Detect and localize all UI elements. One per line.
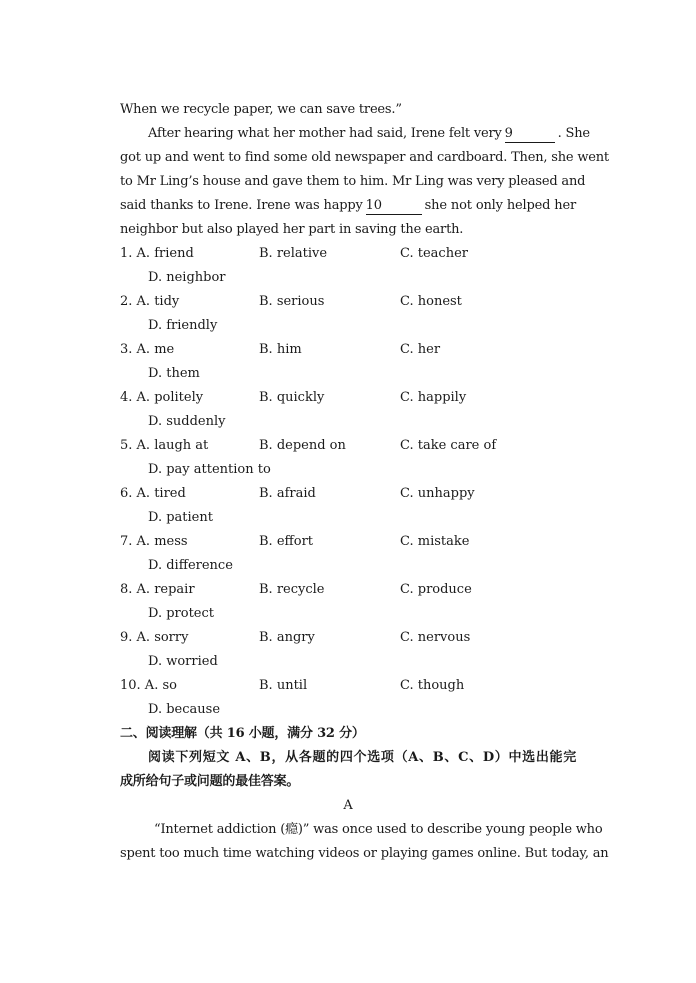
option-c: C. unhappy — [400, 486, 475, 501]
question-10 — [120, 674, 576, 698]
passage-line: spent too much time watching videos or playing games online. But today, an — [120, 846, 609, 861]
option-a: 7. A. mess — [120, 534, 188, 549]
option-c: C. happily — [400, 390, 467, 405]
option-d: D. because — [148, 702, 221, 717]
passage-line: When we recycle paper, we can save trees.” — [120, 102, 402, 117]
option-c: C. take care of — [400, 438, 497, 453]
answer-blank-9: 9 — [505, 126, 555, 143]
passage-text: said thanks to Irene. Irene was happy — [120, 198, 363, 213]
question-2 — [120, 290, 576, 314]
passage-line-blank10 — [120, 194, 576, 218]
section-instructions: 阅读下列短文 A、B，从各题的四个选项（A、B、C、D）中选出能完 — [148, 750, 576, 765]
option-a: 8. A. repair — [120, 582, 195, 597]
option-d: D. difference — [148, 558, 233, 573]
option-c: C. honest — [400, 294, 462, 309]
question-5 — [120, 434, 576, 458]
option-a: 1. A. friend — [120, 246, 194, 261]
question-9-d — [120, 650, 576, 674]
option-a: 2. A. tidy — [120, 294, 180, 309]
question-3-d — [120, 362, 576, 386]
question-1-d — [120, 266, 576, 290]
option-d: D. friendly — [148, 318, 218, 333]
option-b: B. effort — [259, 534, 314, 549]
question-7-d — [120, 554, 576, 578]
passage-line-blank9 — [148, 122, 590, 146]
option-b: B. relative — [259, 246, 328, 261]
option-a: 10. A. so — [120, 678, 177, 693]
option-a: 6. A. tired — [120, 486, 186, 501]
option-b: B. serious — [259, 294, 325, 309]
question-10-d — [120, 698, 576, 722]
option-b: B. angry — [259, 630, 315, 645]
option-d: D. worried — [148, 654, 218, 669]
question-3 — [120, 338, 576, 362]
option-b: B. until — [259, 678, 308, 693]
question-6 — [120, 482, 576, 506]
passage-text: After hearing what her mother had said, Irene felt very — [148, 126, 502, 141]
option-d: D. them — [148, 366, 200, 381]
question-4-d — [120, 410, 576, 434]
option-b: B. depend on — [259, 438, 346, 453]
question-8-d — [120, 602, 576, 626]
passage-text: she not only helped her — [424, 198, 576, 213]
option-d: D. protect — [148, 606, 215, 621]
option-d: D. pay attention to — [148, 462, 271, 477]
question-5-d — [120, 458, 576, 482]
section-heading: 二、阅读理解（共 16 小题，满分 32 分） — [120, 726, 365, 741]
option-c: C. nervous — [400, 630, 471, 645]
option-a: 5. A. laugh at — [120, 438, 209, 453]
passage-line: got up and went to find some old newspaper and cardboard. Then, she went — [120, 150, 609, 165]
option-b: B. him — [259, 342, 302, 357]
passage-line: neighbor but also played her part in saving the earth. — [120, 222, 464, 237]
option-d: D. suddenly — [148, 414, 226, 429]
question-6-d — [120, 506, 576, 530]
option-d: D. patient — [148, 510, 213, 525]
option-b: B. quickly — [259, 390, 325, 405]
section-instructions: 成所给句子或问题的最佳答案。 — [120, 774, 300, 789]
option-b: B. recycle — [259, 582, 325, 597]
option-b: B. afraid — [259, 486, 316, 501]
option-c: C. mistake — [400, 534, 470, 549]
option-c: C. produce — [400, 582, 472, 597]
question-1 — [120, 242, 576, 266]
option-c: C. though — [400, 678, 465, 693]
question-2-d — [120, 314, 576, 338]
passage-label: A — [343, 798, 353, 813]
option-c: C. her — [400, 342, 441, 357]
passage-text: . She — [557, 126, 590, 141]
question-4 — [120, 386, 576, 410]
option-a: 4. A. politely — [120, 390, 204, 405]
option-a: 3. A. me — [120, 342, 175, 357]
question-9 — [120, 626, 576, 650]
question-8 — [120, 578, 576, 602]
answer-blank-10: 10 — [366, 198, 422, 215]
passage-line: “Internet addiction (瘾)” was once used to describe young people who — [154, 822, 603, 837]
passage-line: to Mr Ling’s house and gave them to him. Mr Ling was very pleased and — [120, 174, 586, 189]
option-d: D. neighbor — [148, 270, 226, 285]
question-7 — [120, 530, 576, 554]
option-c: C. teacher — [400, 246, 468, 261]
option-a: 9. A. sorry — [120, 630, 189, 645]
